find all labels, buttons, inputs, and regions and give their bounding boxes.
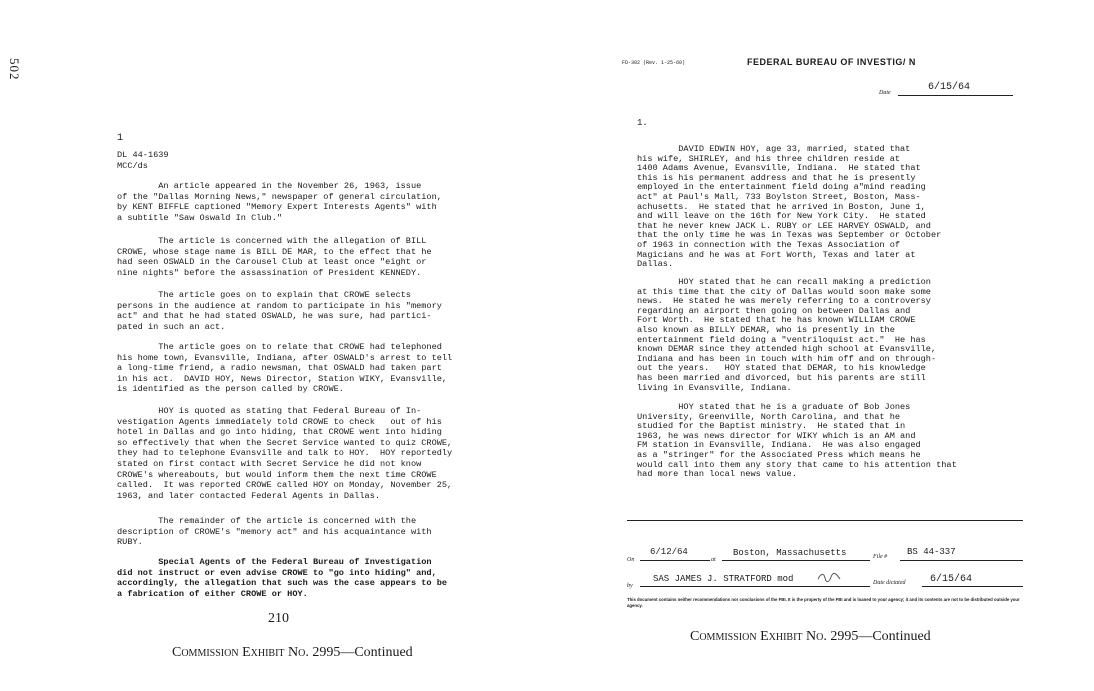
caption-prefix: Commission Exhibit No. [690,629,827,644]
by-underline [640,586,870,587]
left-paragraph: Special Agents of the Federal Bureau of Investigation did not instruct or even advise CROWE to "go into hiding" and, accordingly, the allegation that such was the case appears to be a fabrication of either CROWE or HOY. [117,557,448,599]
agency-header: FEDERAL BUREAU OF INVESTIG/ N [747,57,916,67]
at-label: at [711,557,716,563]
date-value: 6/15/64 [928,82,971,93]
file-number: DL 44-1639 [117,150,169,160]
caption-suffix: 2995—Continued [312,645,413,660]
right-page-marker: 1. [637,118,648,128]
dictated-underline [922,586,1023,587]
file-label: File # [873,554,888,560]
file-value: BS 44-337 [907,547,956,557]
right-paragraph: HOY stated that he is a graduate of Bob Jones University, Greenville, North Carolina, and that he studied for the Baptist ministry. He stated that in 1963, he was news director for WIKY which is an AM and FM station in Evansville, Indiana. He was also engaged as a "stringer" for the Associated Press which means he would call into them any story that came to his attention that had more than local news value. [637,402,957,480]
interview-date: 6/12/64 [650,547,688,557]
caption-prefix: Commission Exhibit No. [172,645,309,660]
date-dictated-label: Date dictated [873,580,906,586]
left-paragraph: An article appeared in the November 26, 1963, issue of the "Dallas Morning News," newspaper of general circulation, by KENT BIFFLE captioned "Memory Expert Interests Agents" with a subtitle "Saw Oswald In Club." [117,181,442,223]
file-underline [900,560,1023,561]
page-number: 502 [7,58,22,81]
disclaimer-text: This document contains neither recommendations nor conclusions of the FBI. It is the property of the FBI and is loaned to your agency; it and its contents are not to be distributed outside your agency. [627,597,1020,608]
date-dictated-value: 6/15/64 [930,574,973,585]
date-underline [898,95,1013,96]
date-label: Date [879,90,891,96]
left-paragraph: The article goes on to relate that CROWE had telephoned his home town, Evansville, Indiana, after OSWALD's arrest to tell a long-time friend, a radio newsman, that OSWALD had taken part in his act. DAVID HOY, News Director, Station WIKY, Evansville, is identified as the person called by CROWE. [117,342,453,395]
separator-line [627,520,1023,521]
caption-suffix: 2995—Continued [830,629,931,644]
left-paragraph: The article is concerned with the allegation of BILL CROWE, whose stage name is BILL DE MAR, to the effect that he had seen OSWALD in the Carousel Club at least once "eight or nine nights" before the assassination of President KENNEDY. [117,236,432,278]
initials-line: MCC/ds [117,161,148,171]
left-paragraph: The article goes on to explain that CROWE selects persons in the audience at random to participate in his "memory act" and that he had stated OSWALD, he was sure, had partici- pated in such an act. [117,290,442,332]
on-underline [640,560,710,561]
by-label: by [627,583,633,589]
left-page-marker: 1 [117,133,124,144]
place-underline [722,560,870,561]
interview-place: Boston, Massachusetts [733,548,847,558]
agent-name: SAS JAMES J. STRATFORD mod [653,574,794,584]
left-paragraph: HOY is quoted as stating that Federal Bureau of In- vestigation Agents immediately told CROWE to check out of his hotel in Dallas and go into hiding, that CROWE went into hiding so effectively that when the Secret Service wanted to quiz CROWE, they had to telephone Evansville and talk to HOY. HOY reportedly stated on first contact with Secret Service he did not know CROWE's whereabouts, but would inform them the next time CROWE called. It was reported CROWE called HOY on Monday, November 25, 1963, and later contacted Federal Agents in Dallas. [117,406,453,501]
right-exhibit-caption [690,629,931,645]
left-exhibit-caption [172,645,413,661]
on-label: On [627,557,635,563]
left-page-footer-number: 210 [268,611,289,626]
right-paragraph: HOY stated that he can recall making a prediction at this time that the city of Dallas would soon make some news. He stated he was merely referring to a controversy regarding an airport then going on between Dallas and Fort Worth. He stated that he has known WILLIAM CROWE also known as BILLY DEMAR, who is presently in the entertainment field doing a "ventriloquist act." He has known DEMAR since they attended high school at Evansville, Indiana and has been in touch with him off and on through- out the years. HOY stated that DEMAR, to his knowledge has been married and divorced, but his parents are still living in Evansville, Indiana. [637,277,937,393]
right-paragraph: DAVID EDWIN HOY, age 33, married, stated that his wife, SHIRLEY, and his three children reside at 1400 Adams Avenue, Evansville, Indiana. He stated that this is his permanent address and that he is presently employed in the entertainment field doing a"mind reading act" at Paul's Mall, 733 Boylston Street, Boston, Mass- achusetts. He stated that he arrived in Boston, June 1, and will leave on the 16th for New York City. He stated that he never knew JACK L. RUBY or LEE HARVEY OSWALD, and that the only time he was in Texas was September or October of 1963 in connection with the Texas Association of Magicians and he was at Fort Worth, Texas and later at Dallas. [637,144,942,270]
left-paragraph: The remainder of the article is concerned with the description of CROWE's "memory act" and his acquaintance with RUBY. [117,516,432,548]
handwritten-initials-icon [816,571,842,585]
form-number: FD-302 (Rev. 1-25-60) [622,60,686,66]
